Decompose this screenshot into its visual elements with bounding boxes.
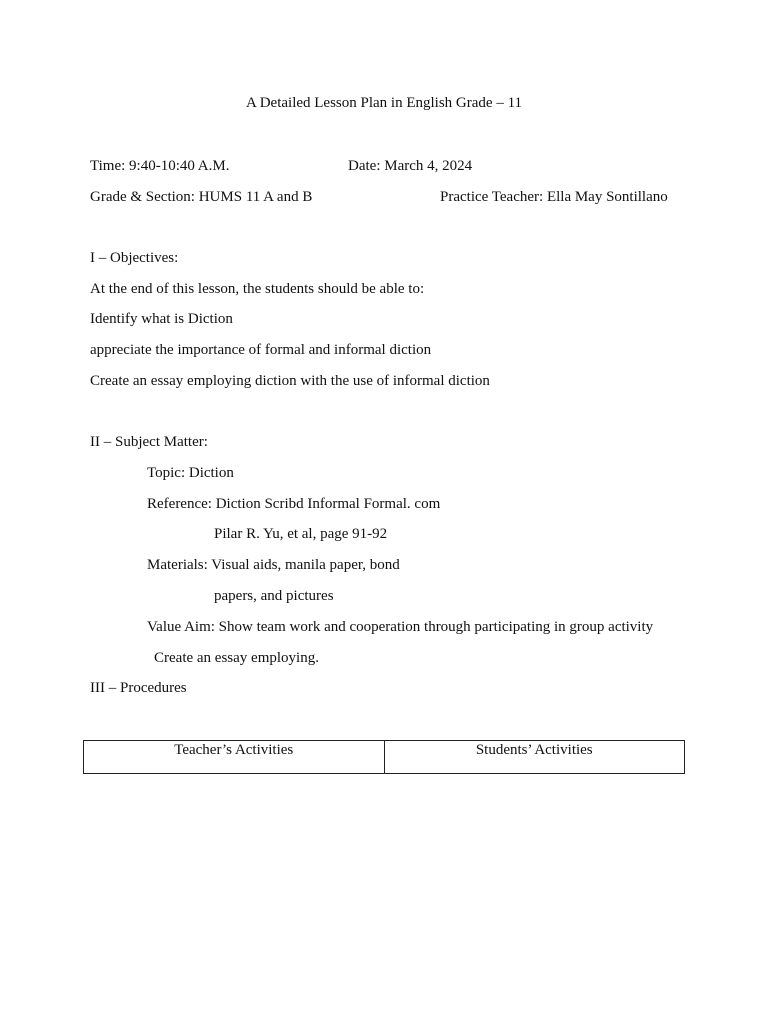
document-title: A Detailed Lesson Plan in English Grade – 11 xyxy=(245,95,523,111)
objective-item: Create an essay employing diction with the use of informal diction xyxy=(90,373,490,389)
students-activities-header: Students’ Activities xyxy=(384,741,685,774)
date-field: Date: March 4, 2024 xyxy=(348,158,473,174)
reference-field-cont: Pilar R. Yu, et al, page 91-92 xyxy=(214,526,388,542)
table-header-row xyxy=(84,741,685,774)
procedures-table xyxy=(83,740,685,774)
materials-field: Materials: Visual aids, manila paper, bond xyxy=(147,557,400,573)
objectives-heading: I – Objectives: xyxy=(90,250,179,266)
grade-section-field: Grade & Section: HUMS 11 A and B xyxy=(90,189,313,205)
subject-matter-heading: II – Subject Matter: xyxy=(90,434,208,450)
time-field: Time: 9:40-10:40 A.M. xyxy=(90,158,230,174)
objective-item: Identify what is Diction xyxy=(90,311,233,327)
topic-field: Topic: Diction xyxy=(147,465,234,481)
practice-teacher-field: Practice Teacher: Ella May Sontillano xyxy=(440,189,668,205)
value-aim-field-cont: Create an essay employing. xyxy=(154,650,319,666)
reference-field: Reference: Diction Scribd Informal Formal. com xyxy=(147,496,441,512)
procedures-heading: III – Procedures xyxy=(90,680,187,696)
objective-item: appreciate the importance of formal and informal diction xyxy=(90,342,432,358)
materials-field-cont: papers, and pictures xyxy=(214,588,334,604)
objectives-intro: At the end of this lesson, the students should be able to: xyxy=(90,281,425,297)
teachers-activities-header: Teacher’s Activities xyxy=(84,741,385,774)
value-aim-field: Value Aim: Show team work and cooperation through participating in group activity xyxy=(147,619,654,635)
